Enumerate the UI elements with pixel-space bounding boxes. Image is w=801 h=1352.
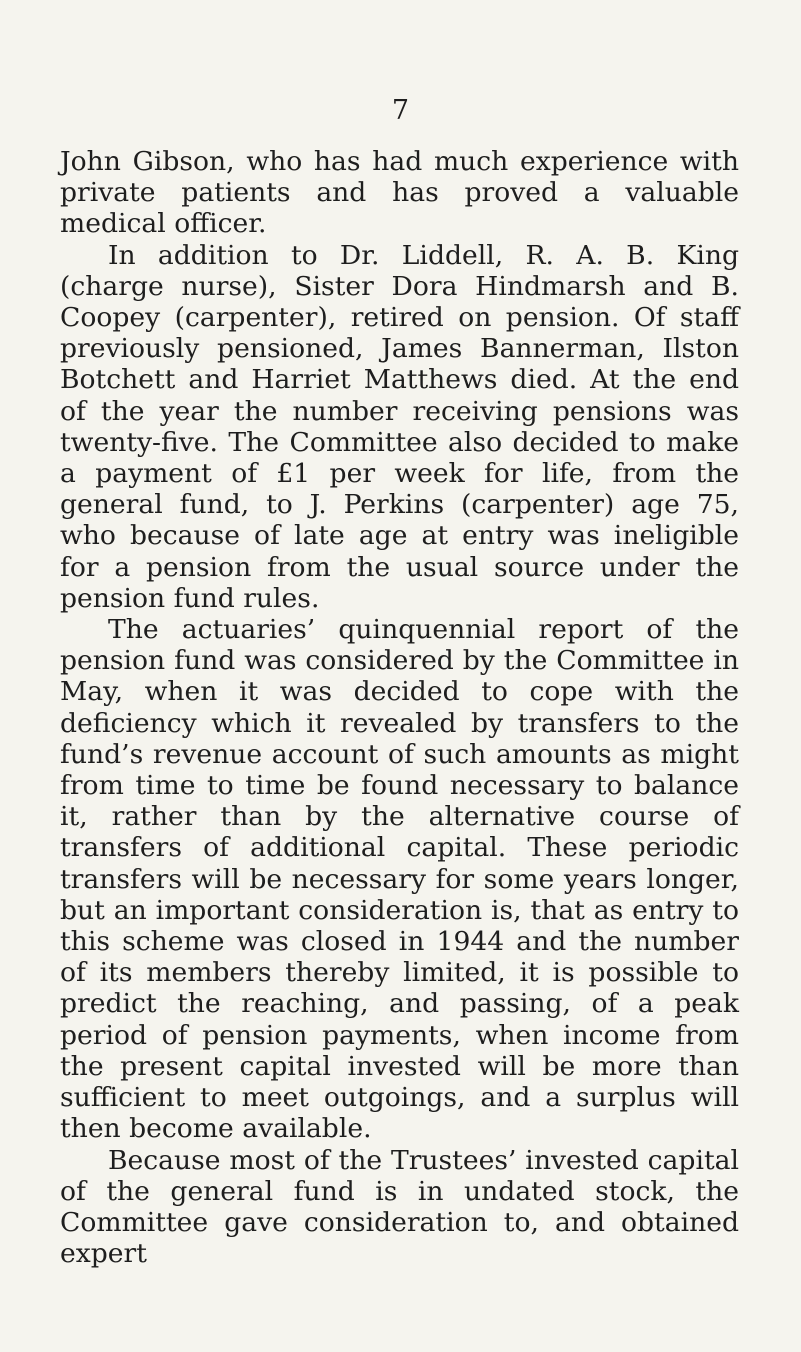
- paragraph-1: John Gibson, who has had much experience with private patients and has proved a valuable medical officer.: [60, 146, 739, 240]
- body-text: [60, 146, 739, 1269]
- paragraph-3: The actuaries’ quinquennial report of the pension fund was considered by the Committee in May, when it was decided to cope with the deficiency which it revealed by transfers to the fund’s revenue account of such amounts as might from time to time be found necessary to balance it, rather than by the alternative course of transfers of additional capital. These periodic transfers will be necessary for some years longer, but an important consideration is, that as entry to this scheme was closed in 1944 and the number of its members thereby limited, it is possible to predict the reaching, and passing, of a peak period of pension payments, when income from the present capital invested will be more than sufficient to meet outgoings, and a surplus will then become available.: [60, 614, 739, 1145]
- paragraph-2: In addition to Dr. Liddell, R. A. B. King (charge nurse), Sister Dora Hindmarsh and B. Coopey (carpenter), retired on pension. Of staff previously pensioned, James Bannerman, Ilston Botchett and Harriet Matthews died. At the end of the year the number receiving pensions was twenty-five. The Committee also decided to make a payment of £1 per week for life, from the general fund, to J. Perkins (carpenter) age 75, who because of late age at entry was ineligible for a pension from the usual source under the pension fund rules.: [60, 239, 739, 614]
- page-number: 7: [391, 95, 410, 126]
- paragraph-4: Because most of the Trustees’ invested capital of the general fund is in undated stock, the Committee gave consideration to, and obtained expert: [60, 1144, 739, 1270]
